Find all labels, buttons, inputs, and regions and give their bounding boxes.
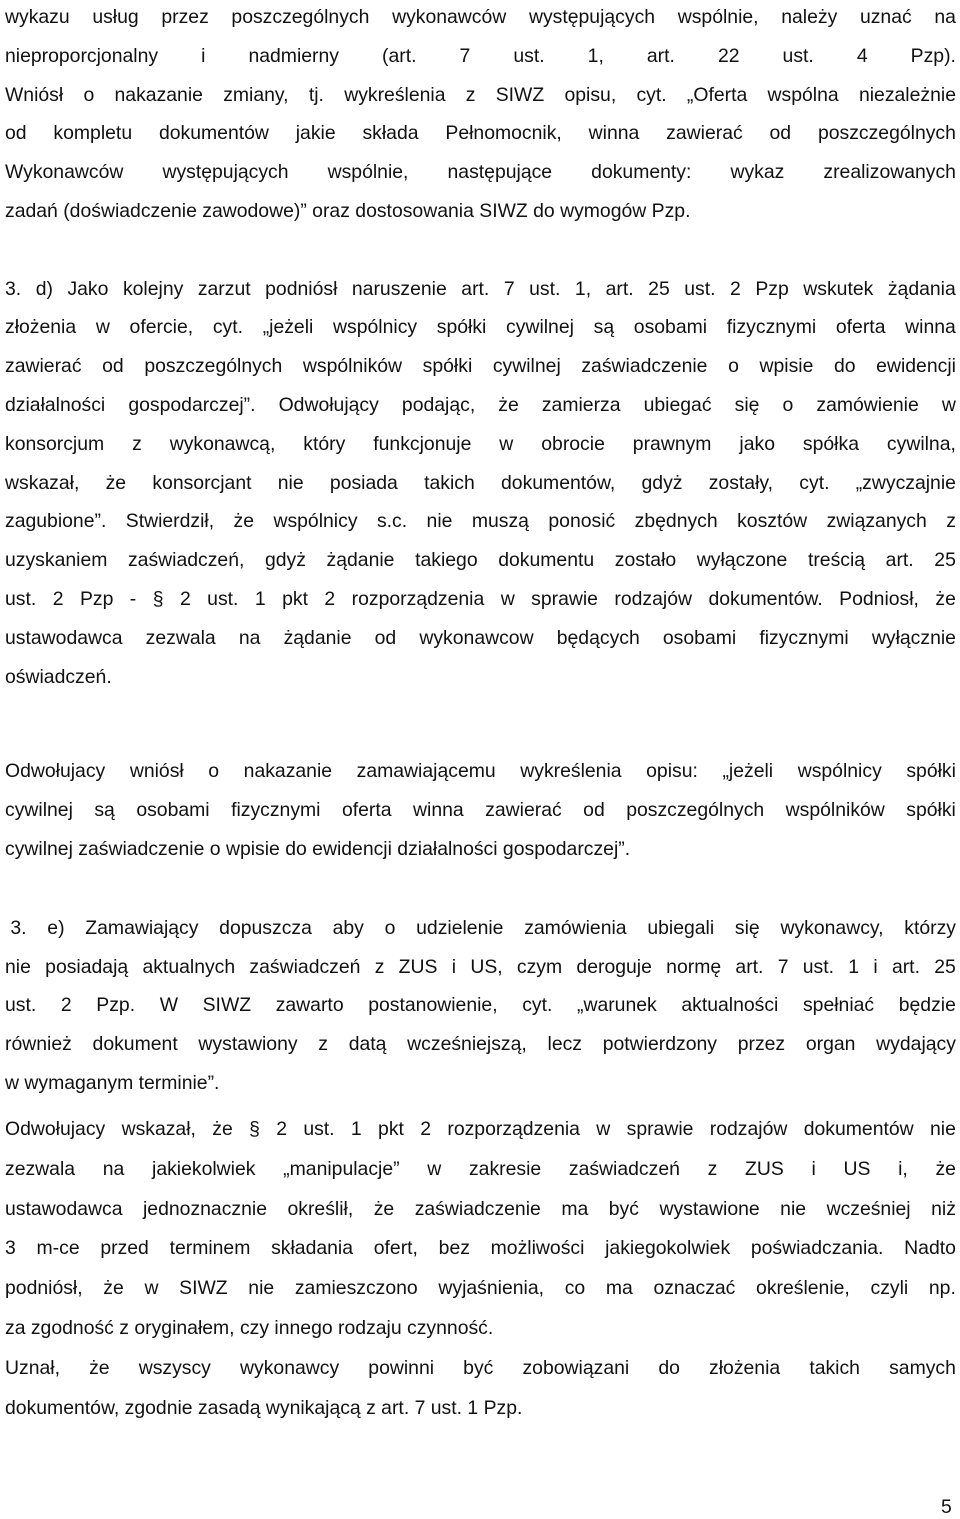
text-line: ust. 2 Pzp. W SIWZ zawarto postanowienie, cyt. „warunek aktualności spełniać będzie [5,994,956,1016]
text-line: wskazał, że konsorcjant nie posiada takich dokumentów, gdyż zostały, cyt. „zwyczajnie [5,472,956,494]
text-line: złożenia w ofercie, cyt. „jeżeli wspólnicy spółki cywilnej są osobami fizycznymi oferta winna [5,316,956,338]
text-line: uzyskaniem zaświadczeń, gdyż żądanie takiego dokumentu zostało wyłączone treścią art. 25 [5,549,956,571]
text-line: 3. e) Zamawiający dopuszcza aby o udzielenie zamówienia ubiegali się wykonawcy, którzy [5,917,956,939]
text-line: od kompletu dokumentów jakie składa Pełnomocnik, winna zawierać od poszczególnych [5,122,956,144]
text-line: dokumentów, zgodnie zasadą wynikającą z art. 7 ust. 1 Pzp. [5,1397,523,1419]
page-number: 5 [941,1496,952,1518]
text-line: zadań (doświadczenie zawodowe)” oraz dostosowania SIWZ do wymogów Pzp. [5,200,691,222]
text-line: cywilnej są osobami fizycznymi oferta winna zawierać od poszczególnych wspólników spółki [5,799,956,821]
text-line: zawierać od poszczególnych wspólników spółki cywilnej zaświadczenie o wpisie do ewidencji [5,355,956,377]
text-line: zagubione”. Stwierdził, że wspólnicy s.c. nie muszą ponosić zbędnych kosztów związanych z [5,510,956,532]
text-line: działalności gospodarczej”. Odwołujący podając, że zamierza ubiegać się o zamówienie w [5,394,956,416]
text-line: nie posiadają aktualnych zaświadczeń z ZUS i US, czym deroguje normę art. 7 ust. 1 i art. 25 [5,956,956,978]
text-line: Wniósł o nakazanie zmiany, tj. wykreślenia z SIWZ opisu, cyt. „Oferta wspólna niezależnie [5,84,956,106]
text-line: zezwala na jakiekolwiek „manipulacje” w zakresie zaświadczeń z ZUS i US i, że [5,1158,956,1180]
text-line: konsorcjum z wykonawcą, który funkcjonuje w obrocie prawnym jako spółka cywilna, [5,433,956,455]
text-line: również dokument wystawiony z datą wcześniejszą, lecz potwierdzony przez organ wydający [5,1033,956,1055]
text-line: 3 m-ce przed terminem składania ofert, bez możliwości jakiegokolwiek poświadczania. Nadto [5,1237,956,1259]
text-line: ust. 2 Pzp - § 2 ust. 1 pkt 2 rozporządzenia w sprawie rodzajów dokumentów. Podniosł, że [5,588,956,610]
text-line: wykazu usług przez poszczególnych wykonawców występujących wspólnie, należy uznać na [5,6,956,28]
text-line: 3. d) Jako kolejny zarzut podniósł naruszenie art. 7 ust. 1, art. 25 ust. 2 Pzp wskutek żądania [5,278,956,300]
text-line: ustawodawca zezwala na żądanie od wykonawcow będących osobami fizycznymi wyłącznie [5,627,956,649]
text-line: oświadczeń. [5,666,112,688]
text-line: Uznał, że wszyscy wykonawcy powinni być zobowiązani do złożenia takich samych [5,1357,956,1379]
text-line: Odwołujacy wniósł o nakazanie zamawiającemu wykreślenia opisu: „jeżeli wspólnicy spółki [5,760,956,782]
text-line: cywilnej zaświadczenie o wpisie do ewidencji działalności gospodarczej”. [5,838,631,860]
text-line: Odwołujacy wskazał, że § 2 ust. 1 pkt 2 rozporządzenia w sprawie rodzajów dokumentów nie [5,1118,956,1140]
text-line: nieproporcjonalny i nadmierny (art. 7 ust. 1, art. 22 ust. 4 Pzp). [5,45,956,67]
text-line: za zgodność z oryginałem, czy innego rodzaju czynność. [5,1317,494,1339]
text-line: Wykonawców występujących wspólnie, następujące dokumenty: wykaz zrealizowanych [5,161,956,183]
text-line: w wymaganym terminie”. [5,1072,220,1094]
text-line: podniósł, że w SIWZ nie zamieszczono wyjaśnienia, co ma oznaczać określenie, czyli np. [5,1277,956,1299]
text-line: ustawodawca jednoznacznie określił, że zaświadczenie ma być wystawione nie wcześniej niż [5,1198,956,1220]
